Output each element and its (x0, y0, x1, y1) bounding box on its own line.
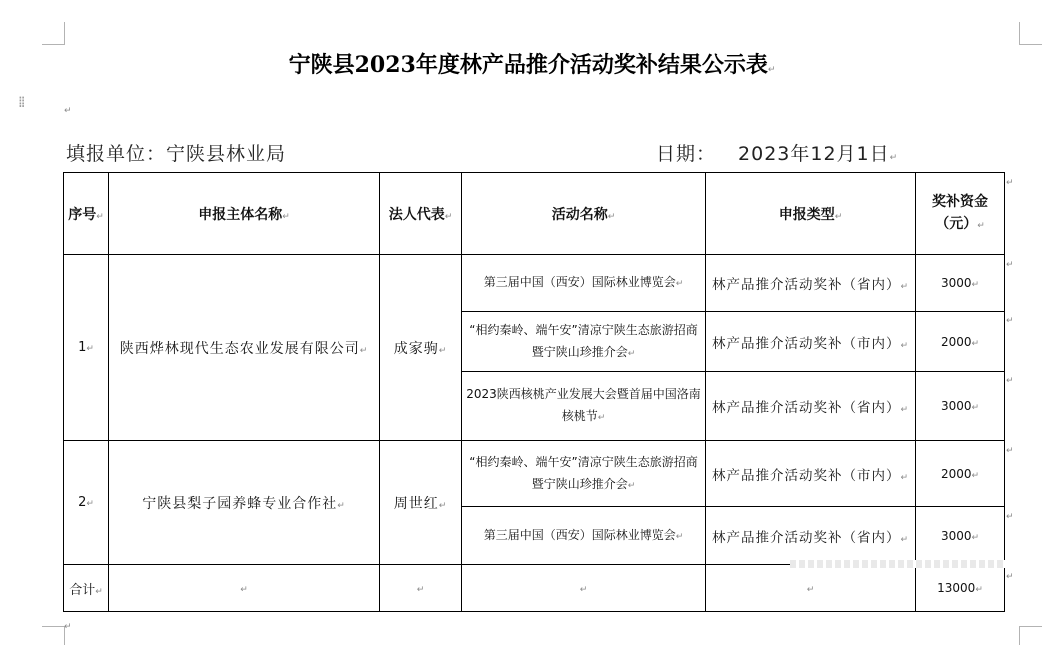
crop-mark-top-left (42, 22, 65, 45)
header-seq: 序号↵ (64, 173, 109, 255)
empty-cell: ↵ (380, 565, 462, 612)
cell-amount: 3000↵ (916, 507, 1005, 565)
row-end-mark: ↵ (1006, 178, 1014, 188)
crop-mark-top-right (1019, 22, 1042, 45)
table-row (64, 441, 1005, 507)
cell-amount: 3000↵ (916, 372, 1005, 441)
cell-entity: 陕西烨林现代生态农业发展有限公司↵ (109, 255, 380, 441)
cell-type: 林产品推介活动奖补（省内）↵ (706, 372, 916, 441)
cell-amount: 3000↵ (916, 255, 1005, 312)
row-end-mark: ↵ (1006, 260, 1014, 270)
row-end-mark: ↵ (1006, 376, 1014, 386)
document-title: 宁陕县2023年度林产品推介活动奖补结果公示表↵ (288, 52, 776, 78)
award-table (63, 172, 1005, 612)
crop-mark-bottom-right (1019, 626, 1042, 645)
empty-cell: ↵ (109, 565, 380, 612)
cell-activity: 第三届中国（西安）国际林业博览会↵ (462, 507, 706, 565)
cell-amount: 2000↵ (916, 312, 1005, 372)
cell-seq: 2↵ (64, 441, 109, 565)
cell-rep: 周世红↵ (380, 441, 462, 565)
cell-type: 林产品推介活动奖补（省内）↵ (706, 507, 916, 565)
paragraph-mark: ↵ (64, 622, 72, 632)
paragraph-mark: ↵ (64, 106, 72, 116)
cell-entity: 宁陕县梨子园养蜂专业合作社↵ (109, 441, 380, 565)
cell-activity: 第三届中国（西安）国际林业博览会↵ (462, 255, 706, 312)
cell-seq: 1↵ (64, 255, 109, 441)
table-header-row (64, 173, 1005, 255)
cell-activity: “相约秦岭、端午安”清凉宁陕生态旅游招商暨宁陕山珍推介会↵ (462, 441, 706, 507)
cell-rep: 成家驹↵ (380, 255, 462, 441)
cell-activity: “相约秦岭、端午安”清凉宁陕生态旅游招商暨宁陕山珍推介会↵ (462, 312, 706, 372)
row-end-mark: ↵ (1006, 512, 1014, 522)
fill-unit: 填报单位：宁陕县林业局 (66, 143, 287, 165)
empty-cell: ↵ (462, 565, 706, 612)
cell-type: 林产品推介活动奖补（市内）↵ (706, 312, 916, 372)
fill-date: 日期： 2023年12月1日↵ (656, 143, 899, 165)
crop-mark-bottom-left (42, 626, 65, 645)
table-row (64, 255, 1005, 312)
cell-amount: 2000↵ (916, 441, 1005, 507)
header-rep: 法人代表↵ (380, 173, 462, 255)
header-type: 申报类型↵ (706, 173, 916, 255)
header-amount: 奖补资金（元）↵ (916, 173, 1005, 255)
faint-watermark-strip (790, 560, 1006, 568)
cell-type: 林产品推介活动奖补（省内）↵ (706, 255, 916, 312)
cell-type: 林产品推介活动奖补（市内）↵ (706, 441, 916, 507)
row-end-mark: ↵ (1006, 316, 1014, 326)
drag-handle-icon[interactable]: ⁞⁞ (18, 93, 24, 111)
header-activity: 活动名称↵ (462, 173, 706, 255)
total-label: 合计↵ (64, 565, 109, 612)
header-entity: 申报主体名称↵ (109, 173, 380, 255)
row-end-mark: ↵ (1006, 572, 1014, 582)
total-amount: 13000↵ (916, 565, 1005, 612)
empty-cell: ↵ (706, 565, 916, 612)
table-total-row (64, 565, 1005, 612)
cell-activity: 2023陕西核桃产业发展大会暨首届中国洛南核桃节↵ (462, 372, 706, 441)
row-end-mark: ↵ (1006, 446, 1014, 456)
